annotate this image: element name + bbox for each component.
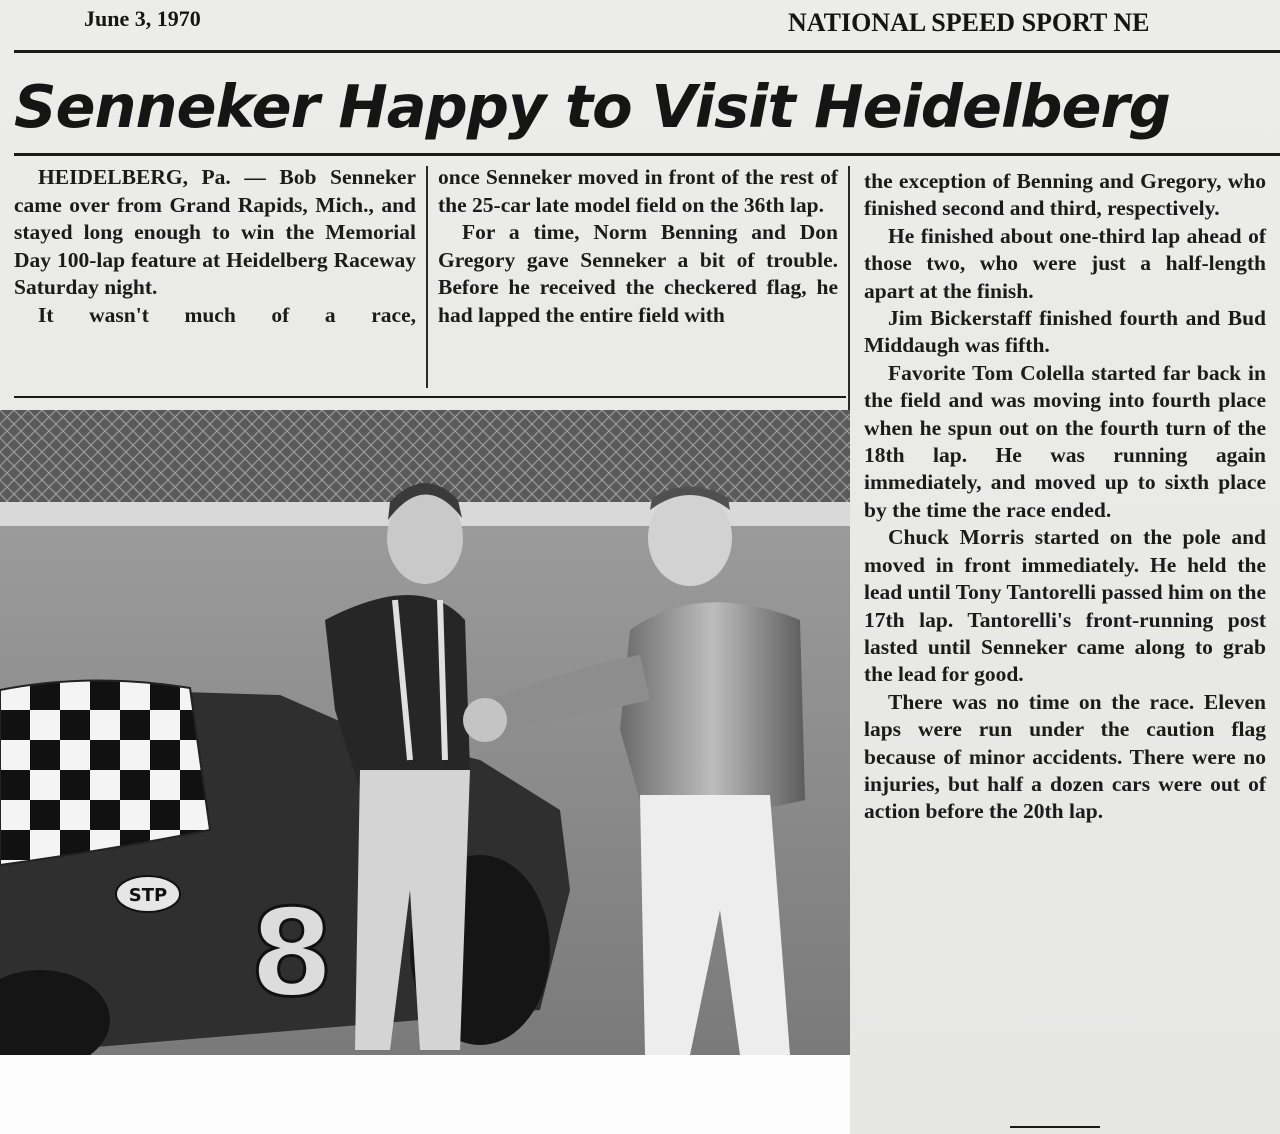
race-winner-photo [0,410,850,1055]
car-number: 8 [250,885,334,1024]
official-jacket [620,602,805,810]
article-column-3 [864,168,1266,826]
stp-badge-text: STP [128,885,168,906]
page-margin [0,1055,850,1134]
paragraph: For a time, Norm Benning and Don Gregory gave Senneker a bit of trouble. Before he received the checkered flag, he had lapped the entire field with [438,220,838,327]
headline-rule [14,153,1280,156]
masthead-rule [14,50,1280,53]
paragraph: He finished about one-third lap ahead of those two, who were just a half-length apart at the finish. [864,223,1266,303]
paragraph: once Senneker moved in front of the rest of the 25-car late model field on the 36th lap. [438,165,838,217]
issue-date: June 3, 1970 [84,6,201,31]
article-column-2 [438,164,838,329]
paragraph: Favorite Tom Colella started far back in the field and was moving into fourth place when he spun out on the fourth turn of the 18th lap. He was running again immediately, and moved up to sixth place by the time the race ended. [864,360,1266,522]
photo-illustration [0,410,850,1055]
article-column-1 [14,164,416,329]
column-divider [426,166,428,388]
paragraph: the exception of Benning and Gregory, who finished second and third, respectively. [864,169,1266,221]
official-head [648,490,732,586]
photo-top-rule [14,396,846,398]
newspaper-name: NATIONAL SPEED SPORT NE [788,8,1150,37]
paragraph: There was no time on the race. Eleven laps were run under the caution flag because of minor accidents. There were no injuries, but half a dozen cars were out of action before the 20th lap. [864,689,1266,824]
article-end-rule [1010,1126,1100,1128]
paragraph: Chuck Morris started on the pole and moved in front immediately. He held the lead until Tony Tantorelli passed him on the 17th lap. Tantorelli's front-running post lasted until Senneker came along to grab the lead for good. [864,525,1266,687]
article-headline: Senneker Happy to Visit Heidelberg [14,72,1170,141]
handshake [463,698,507,742]
paragraph: It wasn't much of a race, [38,302,416,327]
paragraph: Jim Bickerstaff finished fourth and Bud Middaugh was fifth. [864,306,1266,358]
paragraph: HEIDELBERG, Pa. — Bob Senneker came over from Grand Rapids, Mich., and stayed long enough to win the Memorial Day 100-lap feature at Heidelberg Raceway Saturday night. [14,165,416,299]
